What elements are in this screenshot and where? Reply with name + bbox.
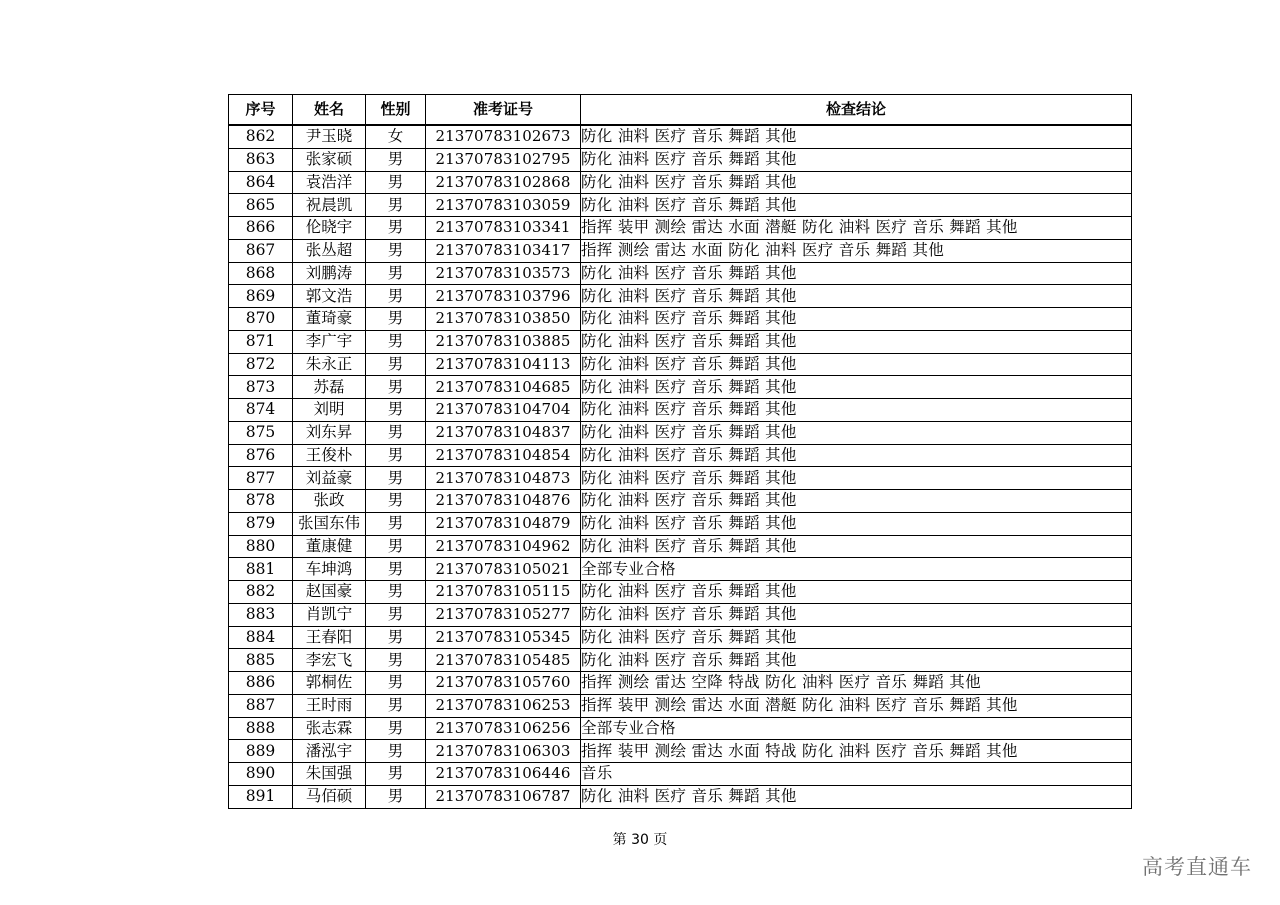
cell-result: 防化 油料 医疗 音乐 舞蹈 其他 xyxy=(581,399,1132,422)
cell-index: 866 xyxy=(229,217,293,240)
table-row xyxy=(229,308,1132,331)
cell-index: 864 xyxy=(229,171,293,194)
table-row xyxy=(229,239,1132,262)
cell-index: 880 xyxy=(229,535,293,558)
table-row xyxy=(229,558,1132,581)
cell-exam-id: 21370783104873 xyxy=(426,467,581,490)
cell-result: 指挥 测绘 雷达 空降 特战 防化 油料 医疗 音乐 舞蹈 其他 xyxy=(581,672,1132,695)
cell-gender: 男 xyxy=(366,694,426,717)
cell-gender: 男 xyxy=(366,626,426,649)
cell-index: 874 xyxy=(229,399,293,422)
table-row xyxy=(229,171,1132,194)
cell-result: 防化 油料 医疗 音乐 舞蹈 其他 xyxy=(581,490,1132,513)
table-row xyxy=(229,421,1132,444)
cell-result: 防化 油料 医疗 音乐 舞蹈 其他 xyxy=(581,308,1132,331)
cell-index: 885 xyxy=(229,649,293,672)
cell-exam-id: 21370783104876 xyxy=(426,490,581,513)
cell-exam-id: 21370783104113 xyxy=(426,353,581,376)
cell-result: 防化 油料 医疗 音乐 舞蹈 其他 xyxy=(581,785,1132,808)
results-table xyxy=(228,94,1132,809)
cell-exam-id: 21370783102673 xyxy=(426,125,581,148)
cell-name: 车坤鸿 xyxy=(293,558,366,581)
cell-index: 891 xyxy=(229,785,293,808)
cell-name: 董琦豪 xyxy=(293,308,366,331)
table-row xyxy=(229,626,1132,649)
cell-name: 马佰硕 xyxy=(293,785,366,808)
cell-exam-id: 21370783104837 xyxy=(426,421,581,444)
cell-gender: 男 xyxy=(366,490,426,513)
cell-name: 李宏飞 xyxy=(293,649,366,672)
table-row xyxy=(229,672,1132,695)
page-number: 第 30 页 xyxy=(612,832,668,848)
table-row xyxy=(229,376,1132,399)
cell-exam-id: 21370783105760 xyxy=(426,672,581,695)
cell-exam-id: 21370783103850 xyxy=(426,308,581,331)
cell-result: 防化 油料 医疗 音乐 舞蹈 其他 xyxy=(581,194,1132,217)
cell-exam-id: 21370783105115 xyxy=(426,581,581,604)
cell-result: 防化 油料 医疗 音乐 舞蹈 其他 xyxy=(581,262,1132,285)
cell-gender: 男 xyxy=(366,672,426,695)
table-row xyxy=(229,262,1132,285)
cell-gender: 男 xyxy=(366,467,426,490)
cell-name: 董康健 xyxy=(293,535,366,558)
cell-result: 防化 油料 医疗 音乐 舞蹈 其他 xyxy=(581,285,1132,308)
cell-exam-id: 21370783103796 xyxy=(426,285,581,308)
cell-exam-id: 21370783106253 xyxy=(426,694,581,717)
cell-result: 防化 油料 医疗 音乐 舞蹈 其他 xyxy=(581,171,1132,194)
cell-name: 张志霖 xyxy=(293,717,366,740)
table-row xyxy=(229,148,1132,171)
cell-result: 防化 油料 医疗 音乐 舞蹈 其他 xyxy=(581,376,1132,399)
cell-result: 防化 油料 医疗 音乐 舞蹈 其他 xyxy=(581,626,1132,649)
cell-exam-id: 21370783105485 xyxy=(426,649,581,672)
cell-name: 尹玉晓 xyxy=(293,125,366,148)
cell-result: 指挥 测绘 雷达 水面 防化 油料 医疗 音乐 舞蹈 其他 xyxy=(581,239,1132,262)
cell-name: 张家硕 xyxy=(293,148,366,171)
cell-exam-id: 21370783103341 xyxy=(426,217,581,240)
header-name: 姓名 xyxy=(293,95,366,126)
cell-index: 890 xyxy=(229,763,293,786)
watermark-logo: 高考直通车 xyxy=(1142,855,1252,879)
cell-exam-id: 21370783106256 xyxy=(426,717,581,740)
cell-gender: 男 xyxy=(366,171,426,194)
cell-result: 防化 油料 医疗 音乐 舞蹈 其他 xyxy=(581,603,1132,626)
cell-gender: 男 xyxy=(366,444,426,467)
table-row xyxy=(229,694,1132,717)
cell-name: 李广宇 xyxy=(293,330,366,353)
cell-index: 870 xyxy=(229,308,293,331)
cell-name: 伦晓宇 xyxy=(293,217,366,240)
cell-gender: 男 xyxy=(366,353,426,376)
header-result: 检查结论 xyxy=(581,95,1132,126)
cell-result: 防化 油料 医疗 音乐 舞蹈 其他 xyxy=(581,444,1132,467)
cell-gender: 男 xyxy=(366,603,426,626)
cell-name: 潘泓宇 xyxy=(293,740,366,763)
cell-gender: 男 xyxy=(366,330,426,353)
cell-index: 863 xyxy=(229,148,293,171)
header-exam-id: 准考证号 xyxy=(426,95,581,126)
table-row xyxy=(229,717,1132,740)
cell-gender: 男 xyxy=(366,421,426,444)
cell-result: 防化 油料 医疗 音乐 舞蹈 其他 xyxy=(581,125,1132,148)
cell-name: 苏磊 xyxy=(293,376,366,399)
table-row xyxy=(229,603,1132,626)
cell-exam-id: 21370783104854 xyxy=(426,444,581,467)
cell-index: 881 xyxy=(229,558,293,581)
cell-gender: 男 xyxy=(366,740,426,763)
cell-name: 王春阳 xyxy=(293,626,366,649)
cell-index: 871 xyxy=(229,330,293,353)
cell-result: 全部专业合格 xyxy=(581,558,1132,581)
table-row xyxy=(229,785,1132,808)
cell-index: 873 xyxy=(229,376,293,399)
cell-result: 全部专业合格 xyxy=(581,717,1132,740)
cell-gender: 男 xyxy=(366,262,426,285)
table-row xyxy=(229,353,1132,376)
table-row xyxy=(229,285,1132,308)
cell-exam-id: 21370783102795 xyxy=(426,148,581,171)
table-row xyxy=(229,581,1132,604)
cell-index: 886 xyxy=(229,672,293,695)
cell-result: 指挥 装甲 测绘 雷达 水面 潜艇 防化 油料 医疗 音乐 舞蹈 其他 xyxy=(581,217,1132,240)
cell-result: 防化 油料 医疗 音乐 舞蹈 其他 xyxy=(581,512,1132,535)
cell-exam-id: 21370783106787 xyxy=(426,785,581,808)
cell-index: 879 xyxy=(229,512,293,535)
cell-result: 防化 油料 医疗 音乐 舞蹈 其他 xyxy=(581,148,1132,171)
table-row xyxy=(229,444,1132,467)
cell-name: 郭桐佐 xyxy=(293,672,366,695)
cell-index: 876 xyxy=(229,444,293,467)
cell-result: 防化 油料 医疗 音乐 舞蹈 其他 xyxy=(581,649,1132,672)
cell-exam-id: 21370783104704 xyxy=(426,399,581,422)
cell-result: 指挥 装甲 测绘 雷达 水面 特战 防化 油料 医疗 音乐 舞蹈 其他 xyxy=(581,740,1132,763)
cell-gender: 男 xyxy=(366,285,426,308)
table-row xyxy=(229,217,1132,240)
cell-gender: 男 xyxy=(366,649,426,672)
cell-result: 指挥 装甲 测绘 雷达 水面 潜艇 防化 油料 医疗 音乐 舞蹈 其他 xyxy=(581,694,1132,717)
cell-index: 877 xyxy=(229,467,293,490)
cell-name: 赵国豪 xyxy=(293,581,366,604)
cell-index: 862 xyxy=(229,125,293,148)
cell-name: 张丛超 xyxy=(293,239,366,262)
cell-name: 张国东伟 xyxy=(293,512,366,535)
cell-name: 肖凯宁 xyxy=(293,603,366,626)
cell-exam-id: 21370783104962 xyxy=(426,535,581,558)
cell-exam-id: 21370783102868 xyxy=(426,171,581,194)
table-body xyxy=(229,125,1132,808)
table-row xyxy=(229,399,1132,422)
table-row xyxy=(229,763,1132,786)
cell-gender: 男 xyxy=(366,785,426,808)
cell-name: 刘益豪 xyxy=(293,467,366,490)
cell-gender: 女 xyxy=(366,125,426,148)
cell-exam-id: 21370783105277 xyxy=(426,603,581,626)
cell-index: 883 xyxy=(229,603,293,626)
cell-name: 张政 xyxy=(293,490,366,513)
cell-name: 刘鹏涛 xyxy=(293,262,366,285)
cell-exam-id: 21370783106303 xyxy=(426,740,581,763)
table-row xyxy=(229,490,1132,513)
cell-name: 刘明 xyxy=(293,399,366,422)
cell-name: 刘东昇 xyxy=(293,421,366,444)
cell-index: 878 xyxy=(229,490,293,513)
table-row xyxy=(229,512,1132,535)
cell-index: 872 xyxy=(229,353,293,376)
cell-gender: 男 xyxy=(366,535,426,558)
cell-exam-id: 21370783103573 xyxy=(426,262,581,285)
header-index: 序号 xyxy=(229,95,293,126)
cell-name: 祝晨凯 xyxy=(293,194,366,217)
table-row xyxy=(229,467,1132,490)
cell-result: 防化 油料 医疗 音乐 舞蹈 其他 xyxy=(581,421,1132,444)
cell-name: 郭文浩 xyxy=(293,285,366,308)
table-row xyxy=(229,535,1132,558)
cell-index: 875 xyxy=(229,421,293,444)
table-row xyxy=(229,649,1132,672)
cell-gender: 男 xyxy=(366,581,426,604)
cell-exam-id: 21370783103417 xyxy=(426,239,581,262)
cell-index: 868 xyxy=(229,262,293,285)
cell-name: 朱国强 xyxy=(293,763,366,786)
cell-gender: 男 xyxy=(366,558,426,581)
cell-index: 888 xyxy=(229,717,293,740)
cell-gender: 男 xyxy=(366,239,426,262)
table-row xyxy=(229,194,1132,217)
cell-name: 王俊朴 xyxy=(293,444,366,467)
cell-gender: 男 xyxy=(366,194,426,217)
cell-gender: 男 xyxy=(366,376,426,399)
cell-exam-id: 21370783105345 xyxy=(426,626,581,649)
cell-name: 王时雨 xyxy=(293,694,366,717)
table-row xyxy=(229,330,1132,353)
cell-index: 869 xyxy=(229,285,293,308)
header-gender: 性别 xyxy=(366,95,426,126)
cell-exam-id: 21370783106446 xyxy=(426,763,581,786)
cell-gender: 男 xyxy=(366,512,426,535)
table-row xyxy=(229,125,1132,148)
cell-result: 防化 油料 医疗 音乐 舞蹈 其他 xyxy=(581,467,1132,490)
cell-result: 防化 油料 医疗 音乐 舞蹈 其他 xyxy=(581,535,1132,558)
cell-gender: 男 xyxy=(366,308,426,331)
cell-exam-id: 21370783104685 xyxy=(426,376,581,399)
cell-gender: 男 xyxy=(366,399,426,422)
cell-gender: 男 xyxy=(366,217,426,240)
table-row xyxy=(229,740,1132,763)
cell-exam-id: 21370783103059 xyxy=(426,194,581,217)
cell-result: 音乐 xyxy=(581,763,1132,786)
cell-result: 防化 油料 医疗 音乐 舞蹈 其他 xyxy=(581,581,1132,604)
cell-index: 882 xyxy=(229,581,293,604)
cell-name: 朱永正 xyxy=(293,353,366,376)
cell-gender: 男 xyxy=(366,717,426,740)
cell-index: 889 xyxy=(229,740,293,763)
cell-name: 袁浩洋 xyxy=(293,171,366,194)
cell-exam-id: 21370783105021 xyxy=(426,558,581,581)
cell-result: 防化 油料 医疗 音乐 舞蹈 其他 xyxy=(581,330,1132,353)
cell-exam-id: 21370783103885 xyxy=(426,330,581,353)
cell-index: 887 xyxy=(229,694,293,717)
cell-gender: 男 xyxy=(366,763,426,786)
cell-exam-id: 21370783104879 xyxy=(426,512,581,535)
cell-gender: 男 xyxy=(366,148,426,171)
cell-index: 884 xyxy=(229,626,293,649)
cell-index: 867 xyxy=(229,239,293,262)
table-header xyxy=(229,95,1132,126)
cell-result: 防化 油料 医疗 音乐 舞蹈 其他 xyxy=(581,353,1132,376)
cell-index: 865 xyxy=(229,194,293,217)
